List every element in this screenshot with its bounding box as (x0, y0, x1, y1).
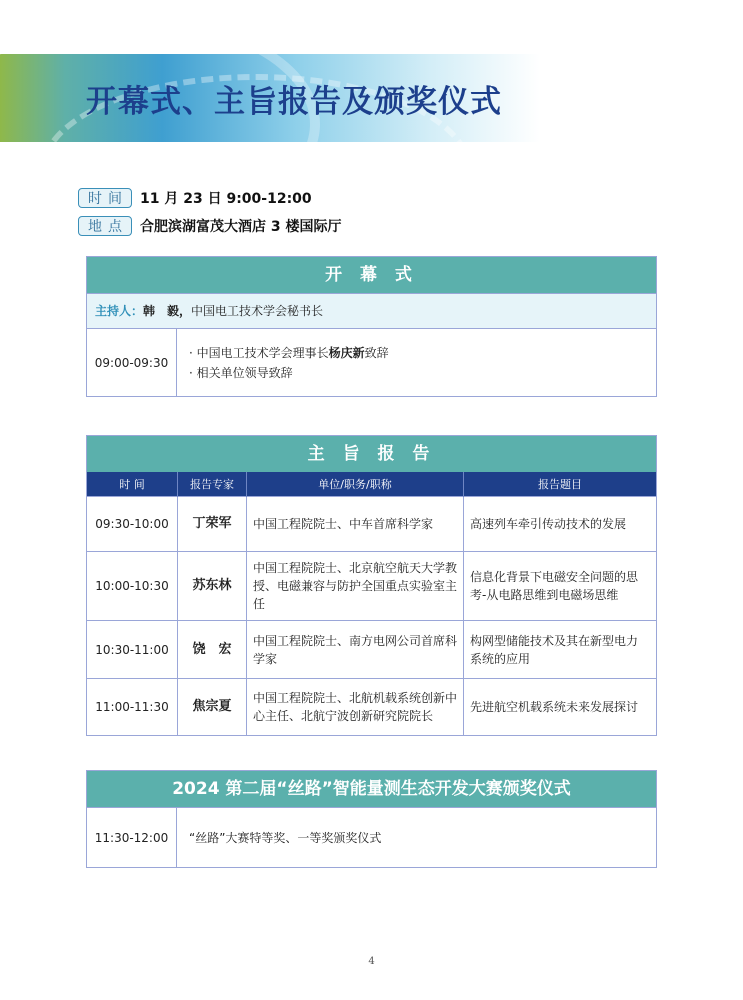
opening-item (189, 343, 656, 363)
keynote-title: 主 旨 报 告 (87, 436, 656, 472)
award-panel (86, 770, 657, 868)
time-row (78, 184, 342, 212)
talk-speaker: 丁荣军 (178, 497, 247, 552)
table-row (87, 679, 656, 735)
talk-time: 10:30-11:00 (87, 621, 178, 679)
host-line (87, 294, 656, 329)
talk-topic: 信息化背景下电磁安全问题的思考-从电路思维到电磁场思维 (464, 552, 657, 621)
place-value: 合肥滨湖富茂大酒店 3 楼国际厅 (140, 219, 342, 235)
table-row (87, 552, 656, 621)
time-tag: 时间 (78, 188, 132, 208)
award-title: 2024 第二届“丝路”智能量测生态开发大赛颁奖仪式 (87, 771, 656, 808)
place-tag: 地点 (78, 216, 132, 236)
page-number: 4 (368, 956, 375, 967)
time-value: 11 月 23 日 9:00-12:00 (140, 191, 312, 207)
talk-topic: 高速列车牵引传动技术的发展 (464, 497, 657, 552)
opening-items (177, 329, 656, 396)
column-header: 单位/职务/职称 (247, 472, 464, 497)
talk-org: 中国工程院院士、北京航空航天大学教授、电磁兼容与防护全国重点实验室主任 (247, 552, 464, 621)
page-title: 开幕式、主旨报告及颁奖仪式 (86, 84, 502, 120)
column-header: 时 间 (87, 472, 178, 497)
table-row (87, 497, 656, 552)
talk-time: 09:30-10:00 (87, 497, 178, 552)
talk-org: 中国工程院院士、中车首席科学家 (247, 497, 464, 552)
place-row (78, 212, 342, 240)
talk-org: 中国工程院院士、南方电网公司首席科学家 (247, 621, 464, 679)
table-row (87, 621, 656, 679)
event-info (78, 184, 342, 240)
talk-speaker: 饶 宏 (178, 621, 247, 679)
column-header: 报告题目 (464, 472, 657, 497)
talk-topic: 先进航空机载系统未来发展探讨 (464, 679, 657, 735)
chairman-name: 杨庆新 (328, 346, 365, 360)
award-row (87, 808, 656, 867)
opening-item-text: 致辞 (364, 346, 389, 360)
opening-time: 09:00-09:30 (87, 329, 177, 396)
talk-org: 中国工程院院士、北航机载系统创新中心主任、北航宁波创新研究院院长 (247, 679, 464, 735)
talk-time: 10:00-10:30 (87, 552, 178, 621)
opening-panel (86, 256, 657, 397)
talk-time: 11:00-11:30 (87, 679, 178, 735)
award-time: 11:30-12:00 (87, 808, 177, 867)
opening-title: 开 幕 式 (87, 257, 656, 294)
talk-topic: 构网型储能技术及其在新型电力系统的应用 (464, 621, 657, 679)
table-header-row (87, 472, 656, 497)
host-name: 韩 毅， (143, 304, 192, 318)
award-item: “丝路”大赛特等奖、一等奖颁奖仪式 (189, 831, 382, 845)
opening-item: · 相关单位领导致辞 (189, 366, 293, 380)
host-label: 主持人： (95, 304, 144, 318)
talk-speaker: 焦宗夏 (178, 679, 247, 735)
keynote-panel (86, 435, 657, 736)
talk-speaker: 苏东林 (178, 552, 247, 621)
opening-row (87, 329, 656, 396)
keynote-table (87, 472, 656, 735)
column-header: 报告专家 (178, 472, 247, 497)
host-role: 中国电工技术学会秘书长 (191, 304, 324, 318)
opening-item-text: · 中国电工技术学会理事长 (189, 346, 329, 360)
